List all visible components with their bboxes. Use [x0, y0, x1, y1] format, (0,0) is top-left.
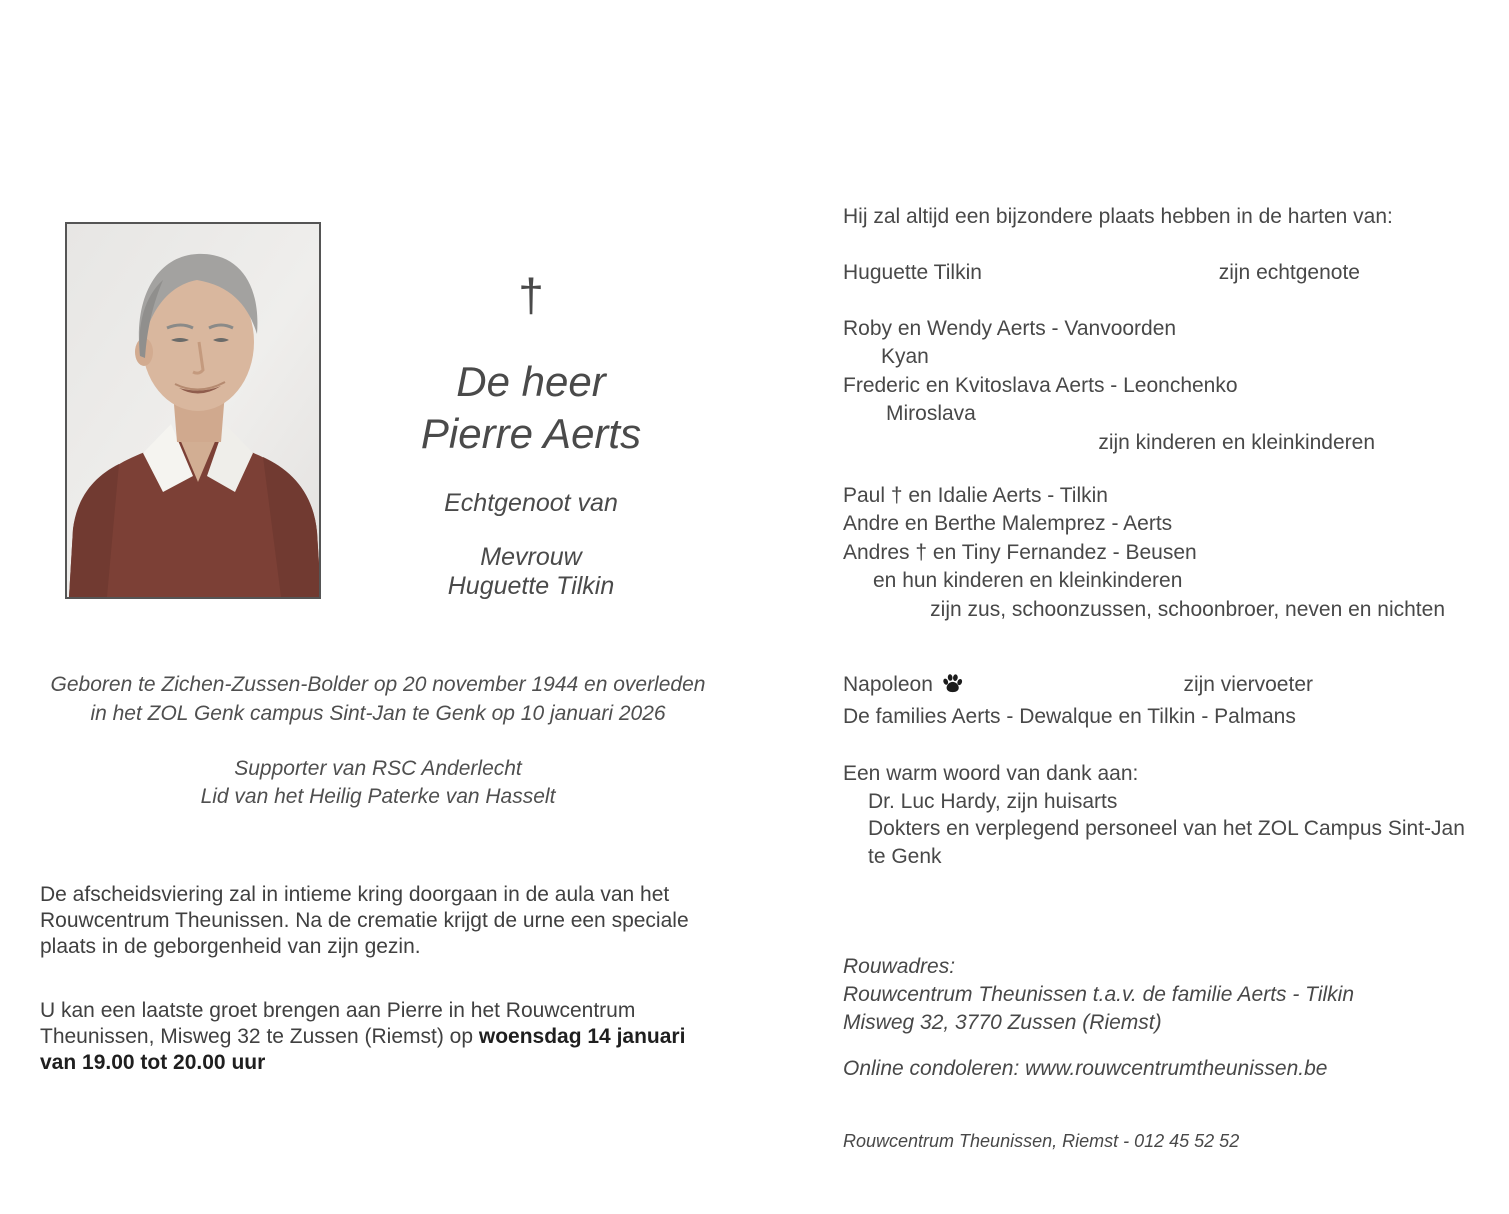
spouse-row-role: zijn echtgenote — [1218, 261, 1360, 284]
title-prefix: De heer — [456, 358, 606, 405]
spouse-row-name: Huguette Tilkin — [843, 261, 982, 284]
pet-name: Napoleon — [843, 673, 933, 696]
relatives-intro: Hij zal altijd een bijzondere plaats hebben in de harten van: — [843, 205, 1393, 228]
children-role: zijn kinderen en kleinkinderen — [1098, 430, 1375, 454]
spouse-block — [331, 543, 731, 601]
portrait-illustration — [67, 224, 319, 597]
siblings-line: Andres † en Tiny Fernandez - Beusen — [843, 540, 1197, 564]
siblings-line: Paul † en Idalie Aerts - Tilkin — [843, 484, 1108, 507]
siblings-line: en hun kinderen en kleinkinderen — [873, 569, 1183, 593]
life-dates — [0, 671, 756, 728]
children-line: Miroslava — [886, 402, 976, 426]
life-line2: in het ZOL Genk campus Sint-Jan te Genk op 10 januari 2026 — [90, 701, 666, 725]
affiliation-line1: Supporter van RSC Anderlecht — [234, 757, 522, 780]
affiliation-line2: Lid van het Heilig Paterke van Hasselt — [200, 785, 556, 808]
siblings-group — [843, 482, 1445, 624]
mourning-address-label: Rouwadres: — [843, 955, 956, 978]
condolences-line: Online condoleren: www.rouwcentrumtheunissen.be — [843, 1057, 1328, 1080]
siblings-line: Andre en Berthe Malemprez - Aerts — [843, 512, 1173, 536]
children-line: Kyan — [881, 345, 929, 369]
deceased-name: Pierre Aerts — [420, 410, 642, 457]
pet-role: zijn viervoeter — [1183, 673, 1313, 696]
thanks-group — [843, 760, 1483, 870]
cross-symbol: † — [518, 269, 544, 321]
families-line: De families Aerts - Dewalque en Tilkin - Palmans — [843, 705, 1296, 728]
children-line: Frederic en Kvitoslava Aerts - Leonchenko — [843, 373, 1238, 397]
life-line1: Geboren te Zichen-Zussen-Bolder op 20 november 1944 en overleden — [50, 673, 706, 696]
mourning-address-line2: Misweg 32, 3770 Zussen (Riemst) — [843, 1011, 1162, 1034]
deceased-title — [331, 356, 731, 460]
spouse-intro: Echtgenoot van — [444, 489, 618, 517]
visit-datetime: woensdag 14 januari van 19.00 tot 20.00 uur — [40, 1025, 686, 1074]
affiliations — [0, 755, 756, 811]
paw-icon — [942, 673, 963, 699]
ceremony-paragraph: De afscheidsviering zal in intieme kring doorgaan in de aula van het Rouwcentrum Theunissen. Na de crematie krijgt de urne een speciale plaats in de geborgenheid van zijn gezin. — [40, 883, 689, 958]
children-group — [843, 315, 1445, 457]
siblings-role: zijn zus, schoonzussen, schoonbroer, neven en nichten — [930, 597, 1445, 621]
children-line: Roby en Wendy Aerts - Vanvoorden — [843, 317, 1177, 340]
spouse-title: Mevrouw — [480, 543, 582, 571]
thanks-line: te Genk — [868, 844, 942, 868]
spouse-row — [843, 261, 1445, 285]
portrait-photo — [65, 222, 321, 599]
thanks-line: Dokters en verplegend personeel van het ZOL Campus Sint-Jan — [868, 817, 1465, 841]
mourning-address-line1: Rouwcentrum Theunissen t.a.v. de familie Aerts - Tilkin — [843, 983, 1355, 1006]
spouse-name: Huguette Tilkin — [447, 572, 615, 600]
funeral-home-footer: Rouwcentrum Theunissen, Riemst - 012 45 52 52 — [843, 1131, 1240, 1151]
mourning-address — [843, 953, 1483, 1037]
thanks-intro: Een warm woord van dank aan: — [843, 762, 1139, 785]
pet-row — [843, 673, 1445, 699]
thanks-line: Dr. Luc Hardy, zijn huisarts — [868, 789, 1118, 813]
visit-paragraph — [40, 998, 688, 1076]
visit-text: U kan een laatste groet brengen aan Pierre in het Rouwcentrum Theunissen, Misweg 32 te Zussen (Riemst) op — [40, 999, 636, 1048]
